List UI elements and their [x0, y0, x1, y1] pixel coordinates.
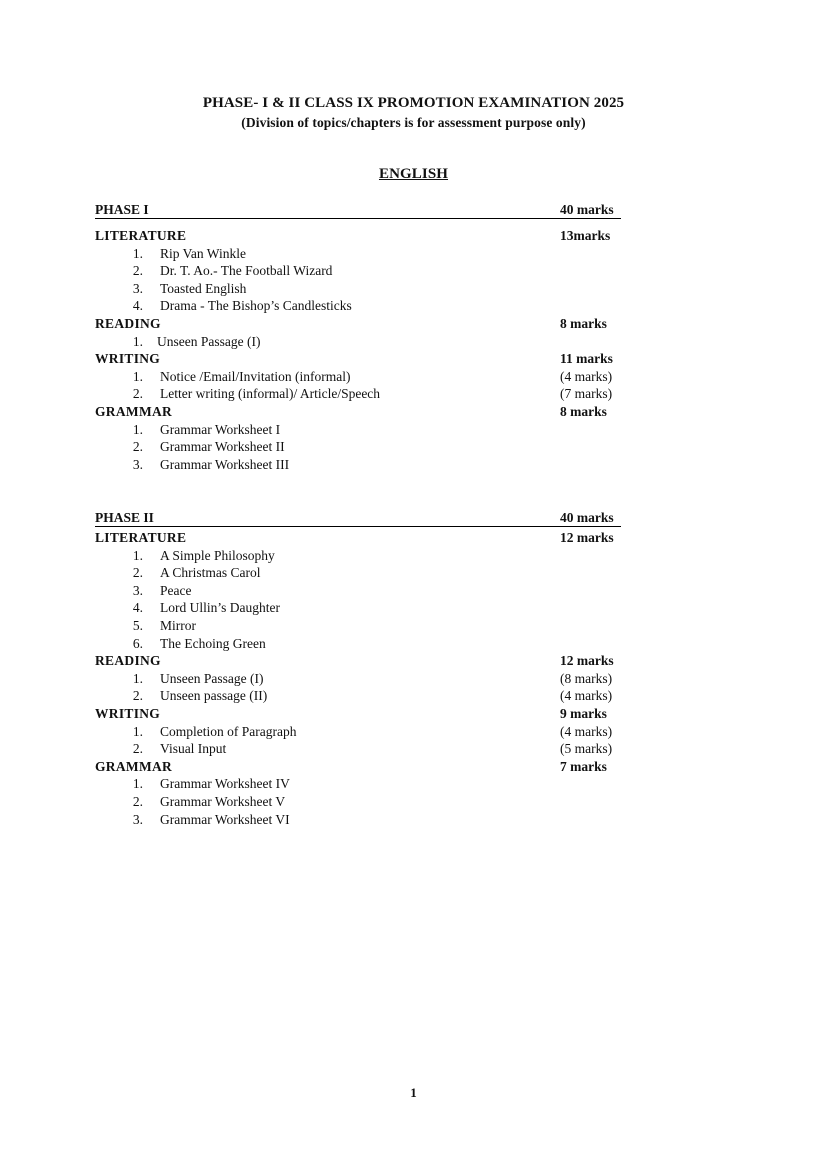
item-text: The Echoing Green: [160, 635, 266, 651]
item-text: Drama - The Bishop’s Candlesticks: [160, 298, 352, 314]
item-marks: (4 marks): [560, 723, 613, 739]
item-text: Rip Van Winkle: [160, 245, 246, 261]
item-text: Dr. T. Ao.- The Football Wizard: [160, 263, 333, 279]
item-number: 1.: [132, 421, 143, 437]
item-marks: (8 marks): [560, 670, 613, 686]
phase-2-title: PHASE II: [95, 510, 154, 525]
section-label: READING: [95, 653, 161, 669]
section-marks: 8 marks: [560, 403, 607, 419]
item-number: 3.: [132, 456, 143, 472]
section-grammar: [95, 403, 621, 421]
page-subtitle: (Division of topics/chapters is for assessment purpose only): [241, 115, 586, 130]
item-marks: (4 marks): [560, 688, 613, 704]
item-number: 1.: [132, 723, 143, 739]
item-text: A Simple Philosophy: [160, 547, 275, 563]
list-item: [95, 547, 621, 565]
section-label: WRITING: [95, 705, 161, 721]
item-text: A Christmas Carol: [160, 565, 261, 581]
list-item: [95, 421, 621, 439]
item-text: Toasted English: [160, 280, 247, 296]
list-item: [95, 740, 621, 758]
item-number: 3.: [132, 582, 143, 598]
section-marks: 12 marks: [560, 530, 614, 545]
list-item: [95, 617, 621, 635]
list-item: [95, 811, 621, 829]
item-text: Grammar Worksheet V: [160, 793, 286, 809]
phase-1-marks: 40 marks: [560, 202, 614, 217]
list-item: [95, 245, 621, 263]
section-marks: 11 marks: [560, 351, 613, 367]
item-number: 2.: [132, 439, 143, 455]
item-number: 1.: [132, 245, 143, 261]
item-number: 1.: [132, 368, 143, 384]
item-text: Letter writing (informal)/ Article/Speech: [160, 386, 381, 402]
list-item: [95, 262, 621, 280]
item-text: Unseen Passage (I): [160, 670, 264, 686]
phase-2-heading: [95, 510, 621, 527]
phase-2-block: [95, 510, 621, 828]
section-marks: 12 marks: [560, 653, 614, 669]
list-item: [95, 670, 621, 688]
item-number: 2.: [132, 565, 143, 581]
section-reading: [95, 652, 621, 670]
section-label: GRAMMAR: [95, 403, 173, 419]
item-number: 2.: [132, 793, 143, 809]
item-text: Unseen Passage (I): [157, 333, 261, 349]
section-label: LITERATURE: [95, 530, 187, 545]
phase-2-marks: 40 marks: [560, 510, 614, 525]
page-title: PHASE- I & II CLASS IX PROMOTION EXAMINATION 2025: [202, 95, 625, 111]
list-item: [95, 582, 621, 600]
item-number: 3.: [132, 280, 143, 296]
section-label: GRAMMAR: [95, 758, 173, 774]
item-text: Grammar Worksheet IV: [160, 776, 290, 792]
list-item: [95, 635, 621, 653]
item-text: Grammar Worksheet III: [160, 456, 290, 472]
item-number: 5.: [132, 617, 143, 633]
section-literature: [95, 227, 621, 245]
item-number: 1.: [132, 333, 143, 349]
item-text: Grammar Worksheet I: [160, 421, 281, 437]
section-grammar: [95, 758, 621, 776]
item-number: 2.: [132, 688, 143, 704]
list-item: [95, 723, 621, 741]
list-item: [95, 775, 621, 793]
section-reading: [95, 315, 621, 333]
section-label: LITERATURE: [95, 228, 187, 243]
item-marks: (7 marks): [560, 386, 613, 402]
section-marks: 7 marks: [560, 758, 607, 774]
section-writing: [95, 350, 621, 368]
item-number: 2.: [132, 386, 143, 402]
section-marks: 8 marks: [560, 315, 607, 331]
list-item: [95, 368, 621, 386]
item-number: 4.: [132, 600, 143, 616]
list-item: [95, 599, 621, 617]
item-text: Grammar Worksheet VI: [160, 811, 290, 827]
item-number: 1.: [132, 776, 143, 792]
item-text: Grammar Worksheet II: [160, 439, 285, 455]
item-text: Notice /Email/Invitation (informal): [160, 368, 351, 384]
section-marks: 9 marks: [560, 705, 607, 721]
item-number: 6.: [132, 635, 143, 651]
item-text: Lord Ullin’s Daughter: [160, 600, 280, 616]
section-writing: [95, 705, 621, 723]
phase-1-block: [95, 202, 621, 473]
list-item: [95, 280, 621, 298]
list-item: [95, 456, 621, 474]
subject-heading: ENGLISH: [378, 166, 449, 182]
item-text: Peace: [160, 582, 192, 598]
page-number: 1: [410, 1085, 417, 1100]
item-marks: (5 marks): [560, 741, 613, 757]
list-item: [95, 333, 621, 351]
phase-1-heading: [95, 202, 621, 219]
list-item: [95, 297, 621, 315]
list-item: [95, 438, 621, 456]
item-number: 4.: [132, 298, 143, 314]
section-literature: [95, 529, 621, 547]
item-number: 1.: [132, 670, 143, 686]
list-item: [95, 385, 621, 403]
section-label: READING: [95, 315, 161, 331]
item-marks: (4 marks): [560, 368, 613, 384]
item-number: 2.: [132, 263, 143, 279]
list-item: [95, 564, 621, 582]
list-item: [95, 793, 621, 811]
section-label: WRITING: [95, 351, 161, 367]
item-number: 2.: [132, 741, 143, 757]
phase-1-title: PHASE I: [95, 202, 149, 217]
item-text: Mirror: [160, 617, 196, 633]
item-number: 3.: [132, 811, 143, 827]
section-marks: 13marks: [560, 228, 611, 243]
item-number: 1.: [132, 547, 143, 563]
item-text: Visual Input: [160, 741, 227, 757]
item-text: Unseen passage (II): [160, 688, 268, 704]
list-item: [95, 687, 621, 705]
item-text: Completion of Paragraph: [160, 723, 297, 739]
